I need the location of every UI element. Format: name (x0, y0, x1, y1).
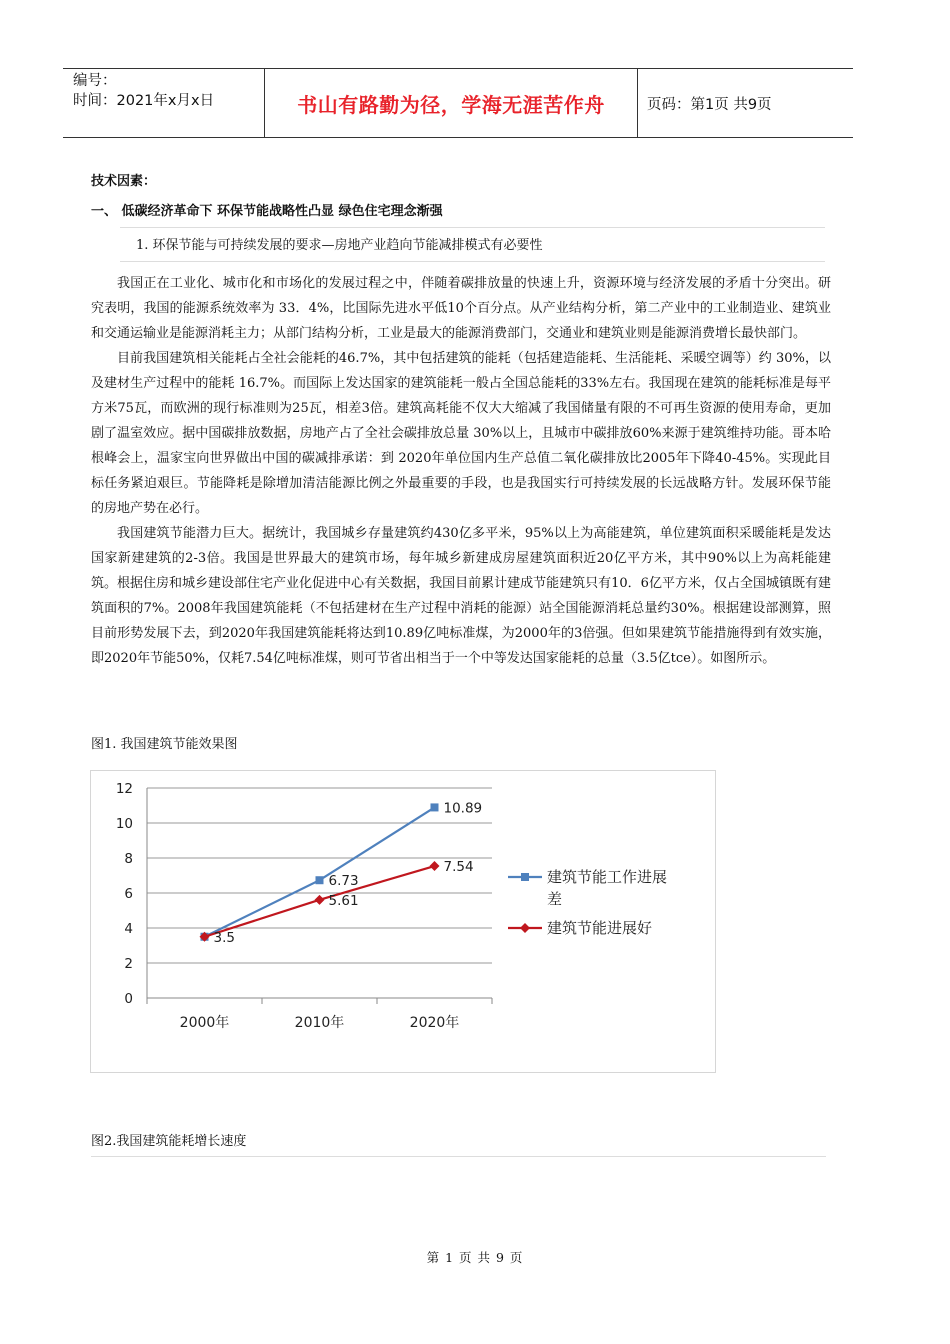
data-point-2 (315, 895, 325, 905)
series-line-1 (205, 807, 435, 936)
data-label: 10.89 (443, 800, 483, 817)
y-tick-label: 10 (115, 816, 133, 832)
legend-label: 建筑节能进展好 (547, 919, 653, 937)
section-label: 技术因素： (91, 174, 157, 189)
x-tick-label: 2020年 (409, 1015, 460, 1031)
legend-label: 差 (547, 890, 563, 908)
subheading: 1. 环保节能与可持续发展的要求—房地产业趋向节能减排模式有必要性 (120, 227, 825, 262)
legend-marker (521, 873, 529, 881)
header-meta (73, 71, 263, 111)
figure1-caption: 图1. 我国建筑节能效果图 (91, 737, 238, 752)
energy-saving-chart (90, 770, 716, 1073)
y-tick-label: 6 (124, 886, 133, 902)
page-header (63, 68, 853, 138)
figure2-caption: 图2.我国建筑能耗增长速度 (91, 1130, 826, 1157)
legend-marker (520, 923, 530, 933)
y-tick-label: 2 (124, 956, 133, 972)
y-tick-label: 12 (115, 781, 133, 797)
line-chart (91, 771, 717, 1074)
data-point-1 (431, 803, 439, 811)
data-label: 6.73 (328, 873, 359, 890)
x-tick-label: 2010年 (294, 1015, 345, 1031)
x-tick-label: 2000年 (179, 1015, 230, 1031)
data-point-2 (430, 861, 440, 871)
y-tick-label: 8 (124, 851, 133, 867)
y-tick-label: 4 (124, 921, 133, 937)
data-label: 3.5 (213, 929, 235, 946)
data-label: 5.61 (328, 892, 359, 909)
header-divider (637, 69, 638, 137)
data-label: 7.54 (443, 859, 474, 876)
footer-page-number: 第 1 页 共 9 页 (426, 1250, 524, 1265)
time-label: 时间：2021年x月x日 (73, 93, 215, 109)
paragraph: 目前我国建筑相关能耗占全社会能耗的46.7%，其中包括建筑的能耗（包括建造能耗、生活能耗、采暖空调等）约 30%，以及建材生产过程中的能耗 16.7%。而国际上发达国家的建筑能耗一般占全国总能耗的33%左右。我国现在建筑的能耗标准是每平方米75瓦，而欧洲的现行标准则为25瓦，相差3倍。建筑高耗能不仅大大缩减了我国储量有限的不可再生资源的使用寿命，更加剧了温室效应。据中国碳排放数据，房地产占了全社会碳排放总量 30%以上，且城市中碳排放60%来源于建筑维持功能。哥本哈根峰会上，温家宝向世界做出中国的碳减排承诺：到 2020年单位国内生产总值二氧化碳排放比2005年下降40-45%。实现此目标任务紧迫艰巨。节能降耗是除增加清洁能源比例之外最重要的手段，也是我国实行可持续发展的长远战略方针。发展环保节能的房地产势在必行。 (91, 351, 831, 516)
header-page-label: 页码：第1页 共9页 (647, 97, 772, 113)
number-label: 编号： (73, 73, 117, 89)
header-motto: 书山有路勤为径，学海无涯苦作舟 (297, 93, 605, 117)
data-point-1 (316, 876, 324, 884)
section-heading: 一、 低碳经济革命下 环保节能战略性凸显 绿色住宅理念渐强 (91, 204, 443, 219)
y-tick-label: 0 (124, 991, 133, 1007)
legend-label: 建筑节能工作进展 (547, 868, 668, 886)
body-text (91, 271, 831, 671)
paragraph: 我国建筑节能潜力巨大。据统计，我国城乡存量建筑约430亿多平米，95%以上为高能建筑，单位建筑面积采暖能耗是发达国家新建建筑的2-3倍。我国是世界最大的建筑市场，每年城乡新建成房屋建筑面积近20亿平方米，其中90%以上为高耗能建筑。根据住房和城乡建设部住宅产业化促进中心有关数据，我国目前累计建成节能建筑只有10．6亿平方米，仅占全国城镇既有建筑面积的7%。2008年我国建筑能耗（不包括建材在生产过程中消耗的能源）站全国能源消耗总量约30%。根据建设部测算，照目前形势发展下去，到2020年我国建筑能耗将达到10.89亿吨标准煤，为2000年的3倍强。但如果建筑节能措施得到有效实施，即2020年节能50%，仅耗7.54亿吨标准煤，则可节省出相当于一个中等发达国家能耗的总量（3.5亿tce）。如图所示。 (91, 526, 831, 666)
paragraph: 我国正在工业化、城市化和市场化的发展过程之中，伴随着碳排放量的快速上升，资源环境与经济发展的矛盾十分突出。研究表明，我国的能源系统效率为 33．4%，比国际先进水平低10个百分点。从产业结构分析，第二产业中的工业制造业、建筑业和交通运输业是能源消耗主力；从部门结构分析，工业是最大的能源消费部门，交通业和建筑业则是能源消费增长最快部门。 (91, 276, 831, 341)
